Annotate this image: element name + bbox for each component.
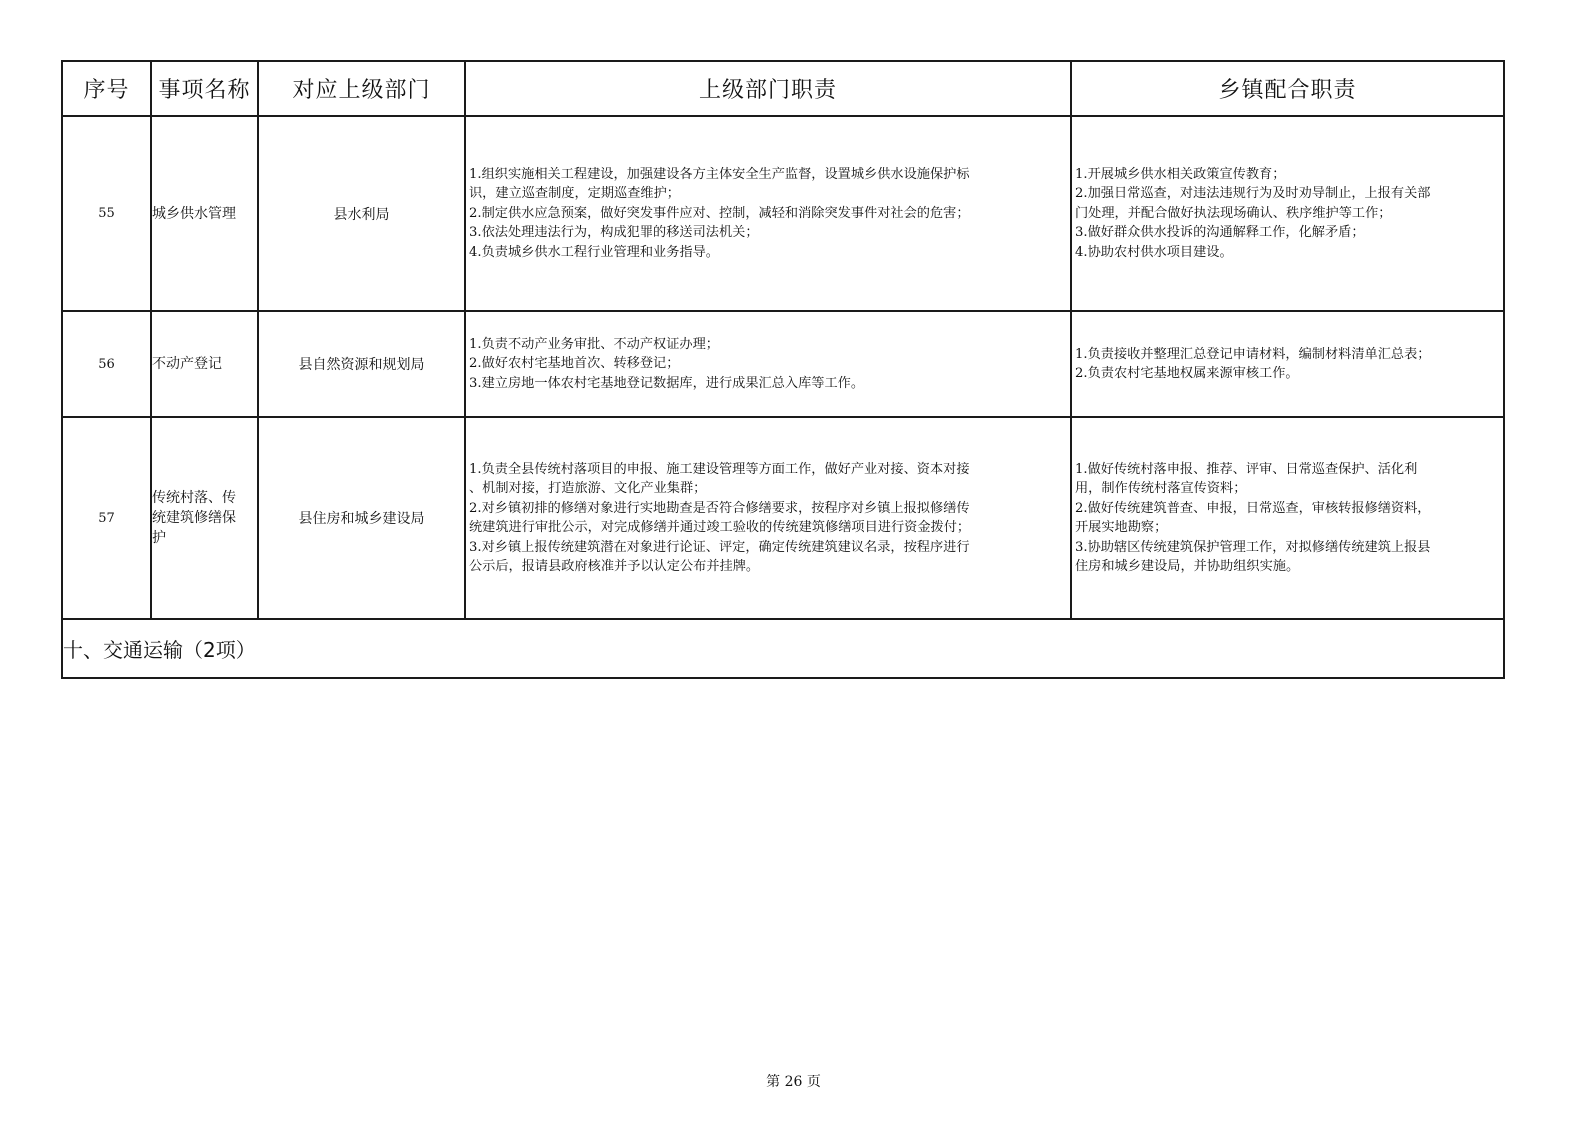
duty-line: 1.做好传统村落申报、推荐、评审、日常巡查保护、活化利	[1075, 461, 1418, 477]
duty-line: 2.做好农村宅基地首次、转移登记；	[469, 356, 680, 372]
duty-line: 2.负责农村宅基地权属来源审核工作。	[1075, 366, 1299, 381]
row-number: 56	[62, 311, 151, 417]
duty-line: 1.负责不动产业务审批、不动产权证办理；	[469, 336, 719, 352]
duty-line: 门处理，并配合做好执法现场确认、秩序维护等工作；	[1075, 205, 1392, 221]
header-town-duty: 乡镇配合职责	[1071, 61, 1504, 116]
row-number: 57	[62, 417, 151, 619]
duty-line: 、机制对接，打造旅游、文化产业集群；	[469, 481, 707, 496]
header-upper-dept: 对应上级部门	[258, 61, 465, 116]
header-item-name: 事项名称	[151, 61, 258, 116]
section-row	[62, 619, 1504, 678]
duty-line: 3.做好群众供水投诉的沟通解释工作，化解矛盾；	[1075, 225, 1365, 241]
row-number: 55	[62, 116, 151, 311]
town-duty-cell	[1071, 116, 1504, 311]
table-row	[62, 311, 1504, 417]
upper-duty-cell	[465, 311, 1071, 417]
town-duty-cell	[1071, 417, 1504, 619]
duty-line: 1.负责全县传统村落项目的申报、施工建设管理等方面工作，做好产业对接、资本对接	[469, 461, 970, 477]
section-heading: 十、交通运输（2项）	[62, 619, 1504, 678]
duty-line: 3.依法处理违法行为，构成犯罪的移送司法机关；	[469, 225, 759, 241]
upper-department: 县住房和城乡建设局	[258, 417, 465, 619]
duty-line: 开展实地勘察；	[1075, 520, 1168, 535]
town-duty-cell	[1071, 311, 1504, 417]
item-name	[151, 417, 258, 619]
duty-line: 公示后，报请县政府核准并予以认定公布并挂牌。	[469, 559, 760, 574]
duty-line: 3.对乡镇上报传统建筑潜在对象进行论证、评定，确定传统建筑建议名录，按程序进行	[469, 539, 970, 555]
duty-line: 统建筑进行审批公示，对完成修缮并通过竣工验收的传统建筑修缮项目进行资金拨付；	[469, 520, 971, 535]
upper-duty-cell	[465, 417, 1071, 619]
duty-line: 4.负责城乡供水工程行业管理和业务指导。	[469, 244, 719, 260]
table-header-row	[62, 61, 1504, 116]
duty-line: 用，制作传统村落宣传资料；	[1075, 481, 1247, 496]
duty-line: 2.做好传统建筑普查、申报，日常巡查，审核转报修缮资料，	[1075, 500, 1431, 516]
duty-line: 1.负责接收并整理汇总登记申请材料，编制材料清单汇总表；	[1075, 346, 1431, 362]
header-upper-duty: 上级部门职责	[465, 61, 1071, 116]
duty-line: 1.开展城乡供水相关政策宣传教育；	[1075, 166, 1286, 182]
duty-line: 识，建立巡查制度，定期巡查维护；	[469, 186, 680, 202]
duty-line: 3.建立房地一体农村宅基地登记数据库，进行成果汇总入库等工作。	[469, 375, 865, 391]
table-row	[62, 116, 1504, 311]
duty-line: 3.协助辖区传统建筑保护管理工作，对拟修缮传统建筑上报县	[1075, 539, 1431, 555]
duty-line: 住房和城乡建设局，并协助组织实施。	[1075, 559, 1300, 574]
duty-line: 2.对乡镇初排的修缮对象进行实地勘查是否符合修缮要求，按程序对乡镇上报拟修缮传	[469, 500, 970, 516]
responsibility-table	[61, 60, 1505, 679]
header-num: 序号	[62, 61, 151, 116]
item-name: 城乡供水管理	[151, 116, 258, 311]
upper-department: 县自然资源和规划局	[258, 311, 465, 417]
duty-line: 1.组织实施相关工程建设，加强建设各方主体安全生产监督，设置城乡供水设施保护标	[469, 166, 970, 182]
duty-line: 2.加强日常巡查，对违法违规行为及时劝导制止，上报有关部	[1075, 186, 1431, 202]
item-name-line: 护	[152, 530, 166, 546]
item-name-line: 统建筑修缮保	[152, 510, 236, 526]
upper-duty-cell	[465, 116, 1071, 311]
duty-line: 2.制定供水应急预案，做好突发事件应对、控制，减轻和消除突发事件对社会的危害；	[469, 205, 970, 221]
duty-line: 4.协助农村供水项目建设。	[1075, 244, 1233, 260]
table-row	[62, 417, 1504, 619]
item-name-line: 传统村落、传	[152, 490, 236, 506]
upper-department: 县水利局	[258, 116, 465, 311]
item-name: 不动产登记	[151, 311, 258, 417]
page-number: 第 26 页	[766, 1074, 821, 1090]
